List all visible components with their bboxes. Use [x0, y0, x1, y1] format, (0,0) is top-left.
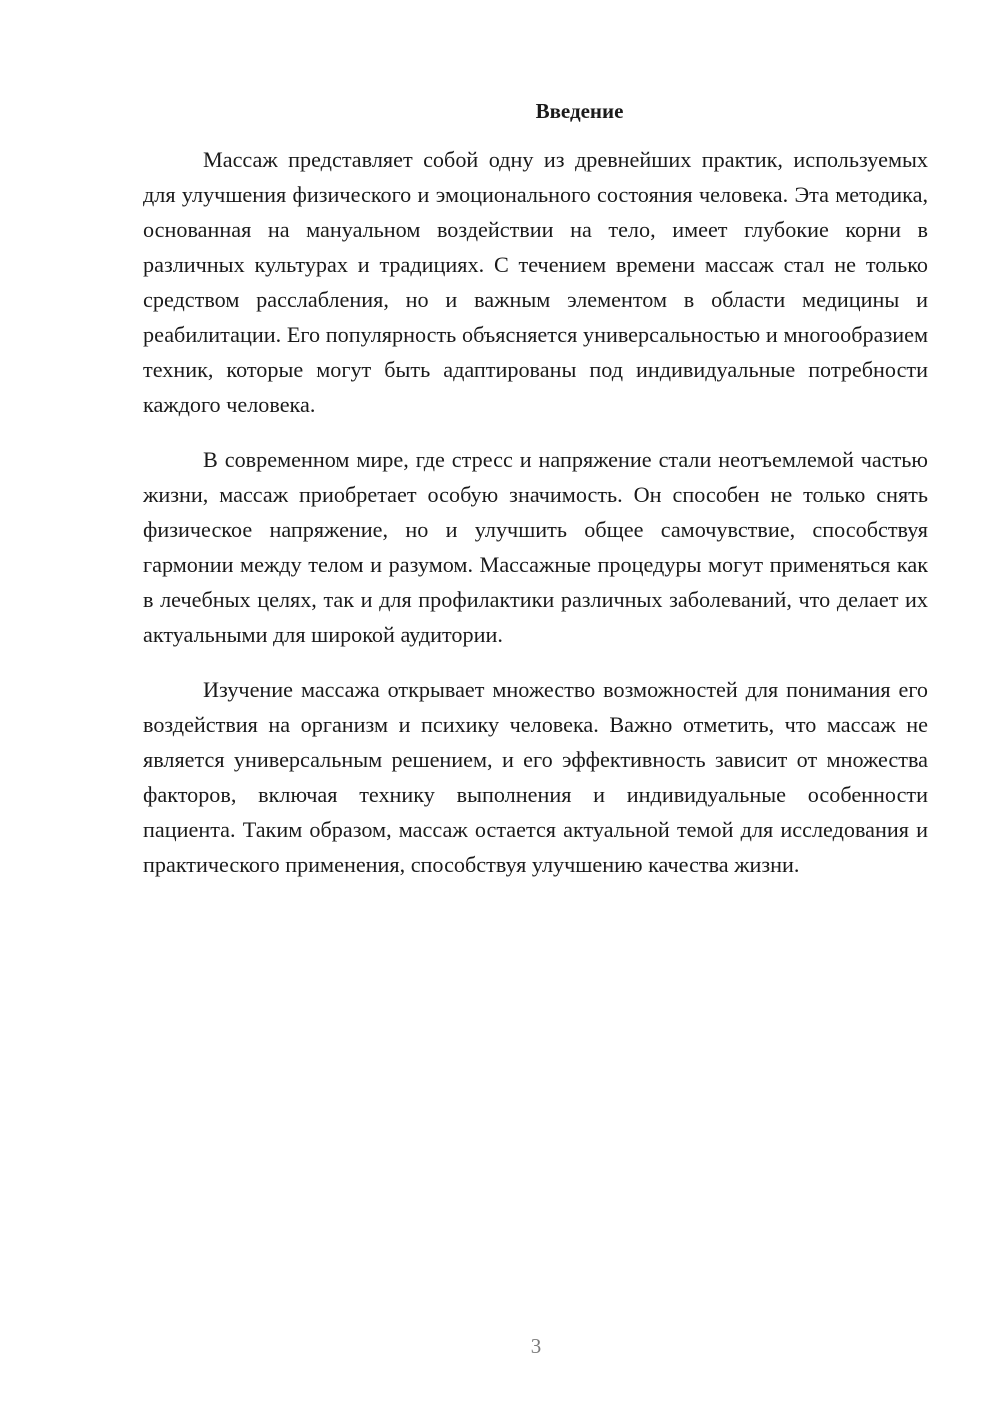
section-heading: Введение	[535, 99, 624, 123]
paragraph-1: Массаж представляет собой одну из древнейших практик, используемых для улучшения физического и эмоционального состояния человека. Эта методика, основанная на мануальном воздействии на тело, имеет глубокие корни в различных культурах и традициях. С течением времени массаж стал не только средством расслабления, но и важным элементом в области медицины и реабилитации. Его популярность объясняется универсальностью и многообразием техник, которые могут быть адаптированы под индивидуальные потребности каждого человека.	[143, 147, 928, 417]
page-content	[143, 94, 928, 902]
paragraph-3: Изучение массажа открывает множество возможностей для понимания его воздействия на организм и психику человека. Важно отметить, что массаж не является универсальным решением, и его эффективность зависит от множества факторов, включая технику выполнения и индивидуальные особенности пациента. Таким образом, массаж остается актуальной темой для исследования и практического применения, способствуя улучшению качества жизни.	[143, 677, 928, 877]
paragraph-2: В современном мире, где стресс и напряжение стали неотъемлемой частью жизни, массаж приобретает особую значимость. Он способен не только снять физическое напряжение, но и улучшить общее самочувствие, способствуя гармонии между телом и разумом. Массажные процедуры могут применяться как в лечебных целях, так и для профилактики различных заболеваний, что делает их актуальными для широкой аудитории.	[143, 447, 928, 647]
page-number: 3	[530, 1334, 542, 1358]
